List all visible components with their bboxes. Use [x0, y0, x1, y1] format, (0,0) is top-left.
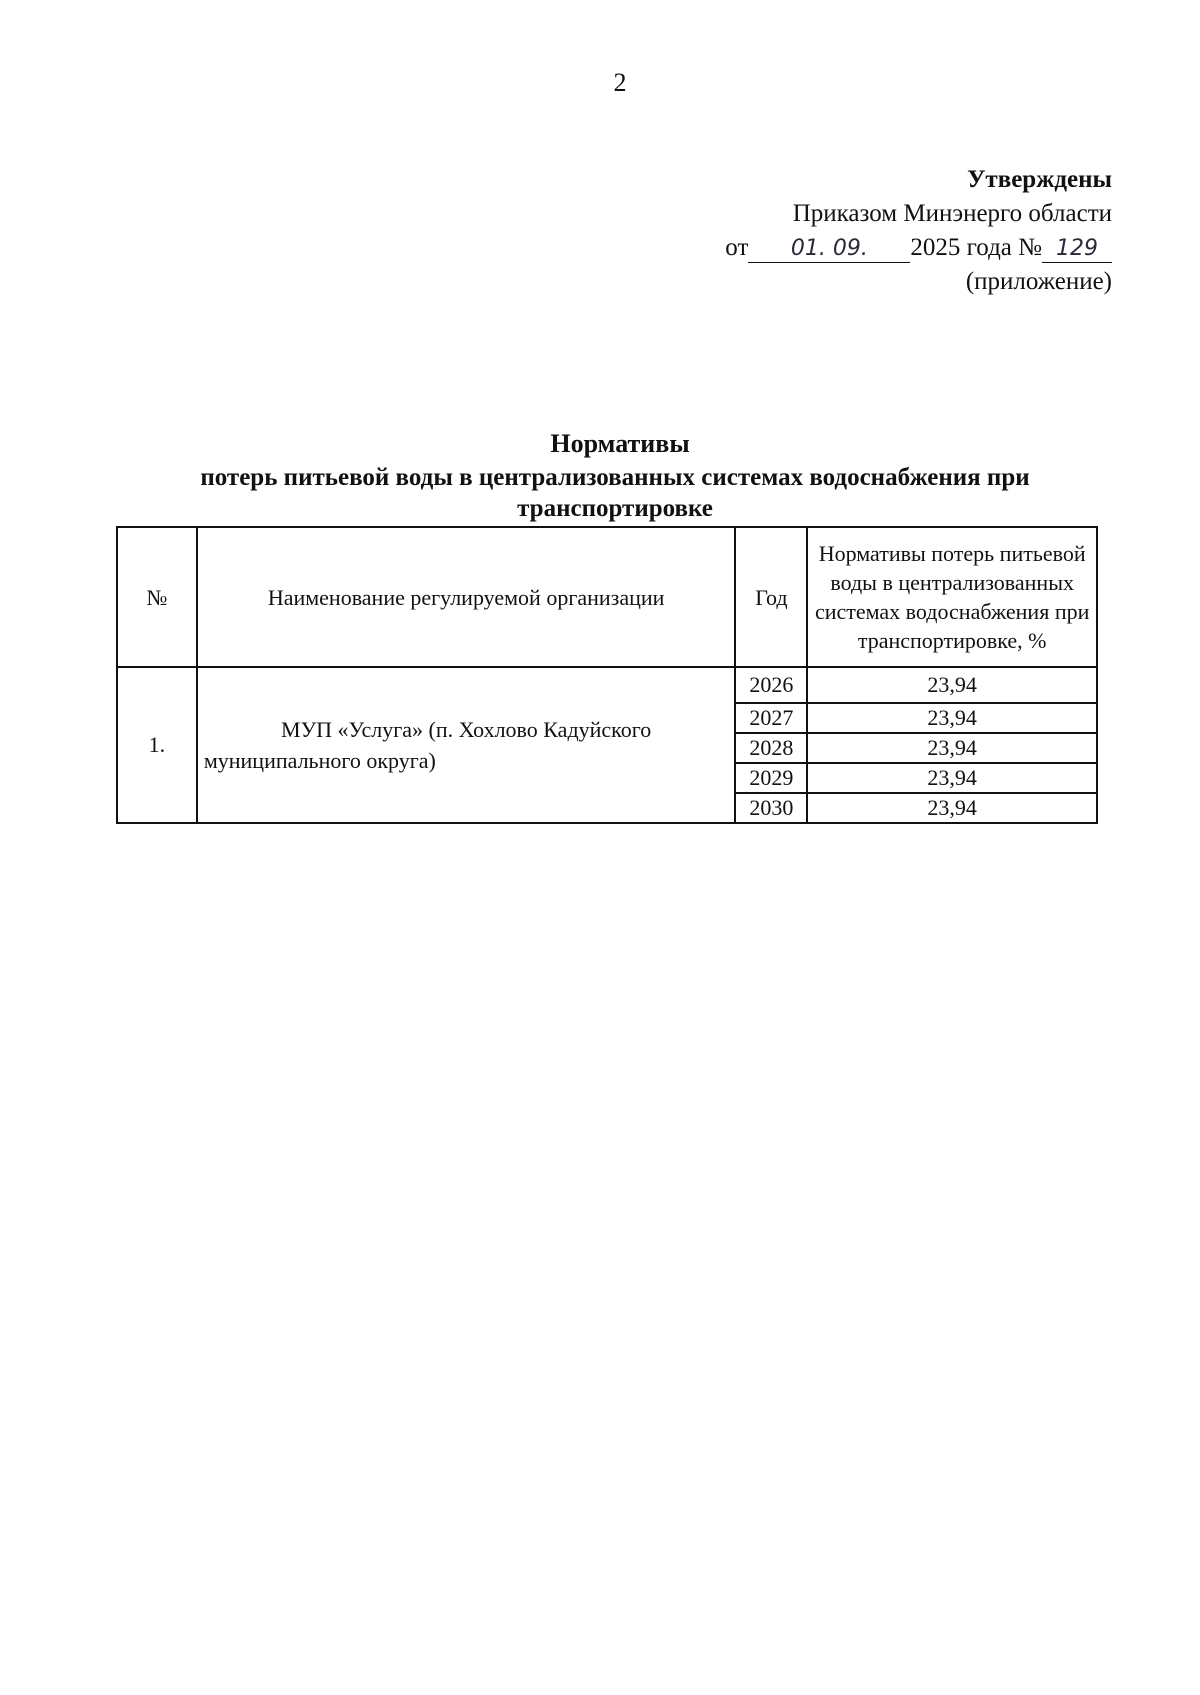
header-year: Год — [735, 527, 807, 667]
year-cell: 2029 — [735, 763, 807, 793]
order-date-handwritten: 01. 09. — [748, 236, 910, 263]
norm-value-cell: 23,94 — [807, 793, 1097, 823]
approved-by-order: Приказом Минэнерго области — [792, 200, 1112, 227]
document-subtitle: потерь питьевой воды в централизованных системах водоснабжения при транспортировке — [200, 464, 1030, 522]
order-date-line — [725, 231, 1112, 265]
year-cell: 2026 — [735, 667, 807, 703]
approved-heading: Утверждены — [967, 166, 1112, 193]
header-organization: Наименование регулируемой организации — [197, 527, 736, 667]
norm-value-cell: 23,94 — [807, 763, 1097, 793]
norm-value-cell: 23,94 — [807, 703, 1097, 733]
row-number: 1. — [117, 667, 197, 823]
approval-block — [725, 163, 1112, 299]
page-number: 2 — [613, 68, 627, 97]
year-cell: 2027 — [735, 703, 807, 733]
order-number-handwritten: 129 — [1042, 236, 1112, 263]
norm-value-cell: 23,94 — [807, 733, 1097, 763]
appendix-label: (приложение) — [965, 268, 1112, 295]
table-row — [117, 667, 1097, 703]
organization-name: МУП «Услуга» (п. Хохлово Кадуйского муниципального округа) — [197, 667, 736, 823]
year-cell: 2028 — [735, 733, 807, 763]
norm-value-cell: 23,94 — [807, 667, 1097, 703]
norms-table — [116, 526, 1098, 824]
year-cell: 2030 — [735, 793, 807, 823]
header-number: № — [117, 527, 197, 667]
order-from-prefix: от — [725, 234, 749, 261]
order-year-text: 2025 года № — [910, 234, 1042, 261]
table-header-row — [117, 527, 1097, 667]
header-norm-value: Нормативы потерь питьевой воды в централизованных системах водоснабжения при транспортировке, % — [807, 527, 1097, 667]
document-title: Нормативы — [550, 429, 690, 458]
